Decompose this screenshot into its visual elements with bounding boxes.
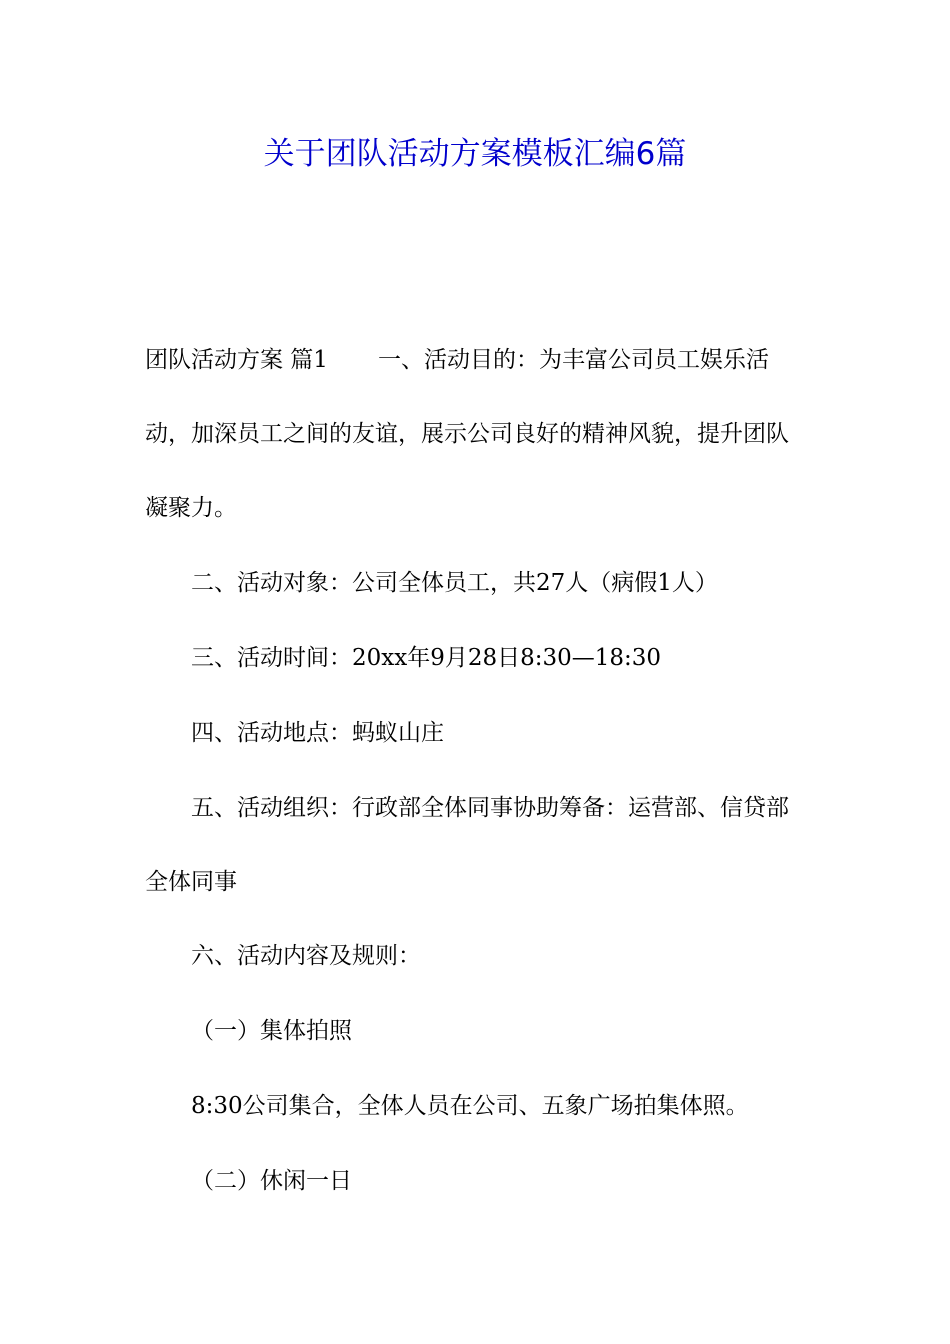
paragraph-leisure-day: （二）休闲一日 xyxy=(191,1168,352,1194)
section-heading: 团队活动方案 篇1 xyxy=(145,347,328,373)
paragraph-assembly: 8:30公司集合，全体人员在公司、五象广场拍集体照。 xyxy=(191,1093,749,1119)
paragraph-content-rules: 六、活动内容及规则： xyxy=(191,943,421,969)
paragraph-participants: 二、活动对象：公司全体员工，共27人（病假1人） xyxy=(191,570,718,596)
paragraph-organization: 五、活动组织：行政部全体同事协助筹备：运营部、信贷部全体同事 xyxy=(145,795,789,895)
paragraph-location: 四、活动地点：蚂蚁山庄 xyxy=(191,720,444,746)
paragraph-purpose xyxy=(145,323,810,545)
paragraph-time: 三、活动时间：20xx年9月28日8:30—18:30 xyxy=(191,645,662,671)
document-title: 关于团队活动方案模板汇编6篇 xyxy=(263,136,687,172)
paragraph-purpose-text: 一、活动目的：为丰富公司员工娱乐活动，加深员工之间的友谊，展示公司良好的精神风貌，提升团队凝聚力。 xyxy=(145,347,789,521)
paragraph-group-photo: （一）集体拍照 xyxy=(191,1018,352,1044)
